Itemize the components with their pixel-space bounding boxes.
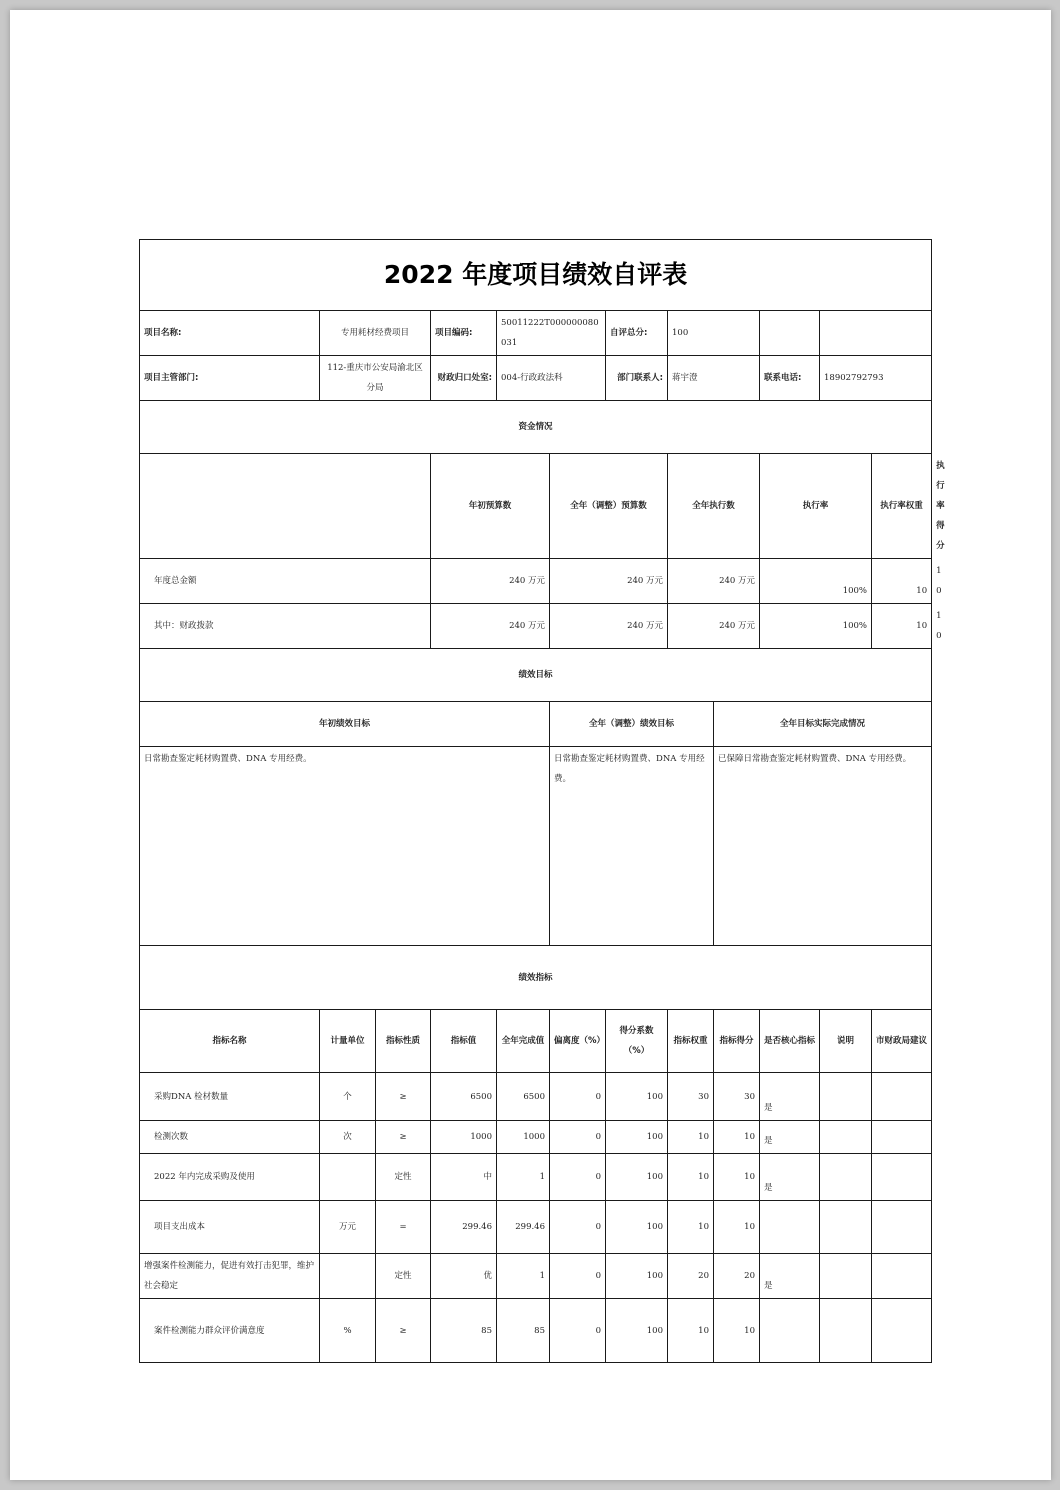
- funds-header-rate-weight: 执行率权重: [872, 454, 932, 559]
- ind-unit: [320, 1154, 376, 1201]
- ind-core: [760, 1299, 820, 1363]
- ind-core: [760, 1201, 820, 1254]
- ind-advice: [872, 1121, 932, 1154]
- empty-cell: [820, 311, 932, 356]
- ind-header-unit: 计量单位: [320, 1010, 376, 1073]
- table-row: 其中：财政拨款 240 万元 240 万元 240 万元 100% 10 10: [140, 604, 932, 649]
- ind-deviation: 0: [550, 1254, 606, 1299]
- funds-rate-weight: 10: [872, 559, 932, 604]
- ind-value: 299.46: [431, 1201, 497, 1254]
- ind-score: 10: [714, 1121, 760, 1154]
- ind-header-weight: 指标权重: [668, 1010, 714, 1073]
- ind-note: [820, 1154, 872, 1201]
- ind-name: 增强案件检测能力，促进有效打击犯罪，维护社会稳定: [140, 1254, 320, 1299]
- ind-value: 6500: [431, 1073, 497, 1121]
- ind-score: 20: [714, 1254, 760, 1299]
- ind-advice: [872, 1299, 932, 1363]
- ind-name: 2022 年内完成采购及使用: [140, 1154, 320, 1201]
- ind-advice: [872, 1154, 932, 1201]
- ind-core: 是: [760, 1073, 820, 1121]
- goals-header-initial: 年初绩效目标: [140, 702, 550, 747]
- dept-label: 项目主管部门:: [140, 356, 320, 401]
- ind-header-coef: 得分系数（%）: [606, 1010, 668, 1073]
- table-row: [140, 1073, 932, 1121]
- goals-header-actual: 全年目标实际完成情况: [714, 702, 932, 747]
- empty-cell: [760, 311, 820, 356]
- ind-value: 85: [431, 1299, 497, 1363]
- ind-note: [820, 1121, 872, 1154]
- ind-advice: [872, 1201, 932, 1254]
- ind-score: 10: [714, 1299, 760, 1363]
- finance-office-label: 财政归口处室:: [431, 356, 497, 401]
- ind-name: 检测次数: [140, 1121, 320, 1154]
- ind-header-name: 指标名称: [140, 1010, 320, 1073]
- ind-actual: 1: [497, 1254, 550, 1299]
- project-name-label: 项目名称:: [140, 311, 320, 356]
- contact-value: 蒋宇澄: [668, 356, 760, 401]
- funds-header-initial: 年初预算数: [431, 454, 550, 559]
- ind-actual: 6500: [497, 1073, 550, 1121]
- ind-unit: 个: [320, 1073, 376, 1121]
- table-row: [140, 1154, 932, 1201]
- ind-weight: 10: [668, 1154, 714, 1201]
- project-name-value: 专用耗材经费项目: [320, 311, 431, 356]
- ind-nature: ≥: [376, 1121, 431, 1154]
- table-row: [140, 1121, 932, 1154]
- ind-header-note: 说明: [820, 1010, 872, 1073]
- funds-header-adjusted: 全年（调整）预算数: [550, 454, 668, 559]
- ind-nature: ≥: [376, 1299, 431, 1363]
- ind-score: 10: [714, 1154, 760, 1201]
- ind-advice: [872, 1073, 932, 1121]
- ind-unit: [320, 1254, 376, 1299]
- funds-header-rate: 执行率: [760, 454, 872, 559]
- funds-row-label: 其中：财政拨款: [140, 604, 431, 649]
- ind-coef: 100: [606, 1254, 668, 1299]
- finance-office-value: 004-行政政法科: [497, 356, 606, 401]
- ind-header-deviation: 偏离度（%）: [550, 1010, 606, 1073]
- funds-initial: 240 万元: [431, 559, 550, 604]
- goals-section-header: 绩效目标: [140, 649, 932, 702]
- funds-adjusted: 240 万元: [550, 559, 668, 604]
- ind-core: 是: [760, 1254, 820, 1299]
- ind-deviation: 0: [550, 1154, 606, 1201]
- funds-section-header: 资金情况: [140, 401, 932, 454]
- ind-actual: 1000: [497, 1121, 550, 1154]
- ind-coef: 100: [606, 1121, 668, 1154]
- ind-weight: 10: [668, 1299, 714, 1363]
- ind-coef: 100: [606, 1154, 668, 1201]
- contact-label: 部门联系人:: [606, 356, 668, 401]
- ind-actual: 299.46: [497, 1201, 550, 1254]
- total-score-label: 自评总分:: [606, 311, 668, 356]
- dept-value: 112-重庆市公安局渝北区分局: [320, 356, 431, 401]
- ind-note: [820, 1201, 872, 1254]
- ind-coef: 100: [606, 1201, 668, 1254]
- funds-initial: 240 万元: [431, 604, 550, 649]
- ind-coef: 100: [606, 1073, 668, 1121]
- funds-row-label: 年度总金额: [140, 559, 431, 604]
- ind-weight: 20: [668, 1254, 714, 1299]
- table-row: [140, 1254, 932, 1299]
- total-score-value: 100: [668, 311, 760, 356]
- ind-name: 采购DNA 检材数量: [140, 1073, 320, 1121]
- page-title: 2022 年度项目绩效自评表: [140, 240, 932, 311]
- ind-core: 是: [760, 1154, 820, 1201]
- ind-unit: %: [320, 1299, 376, 1363]
- table-row: [140, 1201, 932, 1254]
- ind-nature: =: [376, 1201, 431, 1254]
- project-code-label: 项目编码:: [431, 311, 497, 356]
- funds-adjusted: 240 万元: [550, 604, 668, 649]
- ind-nature: 定性: [376, 1254, 431, 1299]
- goals-header-adjusted: 全年（调整）绩效目标: [550, 702, 714, 747]
- ind-nature: ≥: [376, 1073, 431, 1121]
- ind-header-score: 指标得分: [714, 1010, 760, 1073]
- ind-weight: 30: [668, 1073, 714, 1121]
- project-code-value: 50011222T000000080031: [497, 311, 606, 356]
- ind-name: 项目支出成本: [140, 1201, 320, 1254]
- table-row: 年度总金额 240 万元 240 万元 240 万元 100% 10 10: [140, 559, 932, 604]
- funds-header-executed: 全年执行数: [668, 454, 760, 559]
- ind-header-core: 是否核心指标: [760, 1010, 820, 1073]
- ind-unit: 次: [320, 1121, 376, 1154]
- ind-score: 30: [714, 1073, 760, 1121]
- funds-executed: 240 万元: [668, 604, 760, 649]
- ind-header-value: 指标值: [431, 1010, 497, 1073]
- ind-header-advice: 市财政局建议: [872, 1010, 932, 1073]
- goal-actual-text: 已保障日常勘查鉴定耗材购置费、DNA 专用经费。: [714, 747, 932, 946]
- ind-value: 1000: [431, 1121, 497, 1154]
- ind-deviation: 0: [550, 1073, 606, 1121]
- phone-label: 联系电话:: [760, 356, 820, 401]
- table-row: [140, 1299, 932, 1363]
- ind-core: 是: [760, 1121, 820, 1154]
- ind-deviation: 0: [550, 1121, 606, 1154]
- ind-unit: 万元: [320, 1201, 376, 1254]
- ind-value: 中: [431, 1154, 497, 1201]
- ind-actual: 1: [497, 1154, 550, 1201]
- indicators-section-header: 绩效指标: [140, 946, 932, 1010]
- ind-score: 10: [714, 1201, 760, 1254]
- ind-note: [820, 1254, 872, 1299]
- ind-header-actual: 全年完成值: [497, 1010, 550, 1073]
- funds-executed: 240 万元: [668, 559, 760, 604]
- performance-evaluation-table: 2022 年度项目绩效自评表 项目名称: 专用耗材经费项目 项目编码: 50011222T000000080031 自评总分: 100 项目主管部门: 112-重庆市公安局渝北区分局 财政归口处室: 004-行政政法科 部门联系人: 蒋宇澄 联系电话: 18902792793 资金情况 年初预算数 全年（调整）预算数 全年执行数 执行率 执行率权重 执行率得分 年度总金额 240 万元 240 万元 240 万元 100% 10 10 其中：财政拨款 240 万元 240 万元 240 万元 100% 10 10 绩效目标 年初绩效目标 全年（调整）绩效目标 全年目标实际完成情况 日常勘查鉴定耗材购置费、DNA 专用经费。 日常勘查鉴定耗材购置费、DNA 专用经费。 已保障日常勘查鉴定耗材购置费、DNA 专用经费。 绩效指标 指标名称 计量单位 指标性质 指标值 全年完成值 偏离度（%） 得分系数（%） 指标权重 指标得分 是否核心指标 说明 市财政局建议 采购DNA 检材数量 个 ≥ 6500 6500 0 100 30 30 是 检测次数 次 ≥ 1000 1000 0 100 10 10 是 2022 年内完成采购及使用 定性 中 1 0 100 10 10 是 项目支出成本 万元 = 299.46 299.46 0 100 10 10 增强案件检测能力，促进有效打击犯罪，维护社会稳定 定性 优 1 0 100 20 20 是 案件检测能力群众评价满意度 % ≥ 85 85 0 100 10 10: [139, 239, 932, 1363]
- funds-rate: 100%: [760, 604, 872, 649]
- ind-actual: 85: [497, 1299, 550, 1363]
- ind-value: 优: [431, 1254, 497, 1299]
- ind-weight: 10: [668, 1201, 714, 1254]
- phone-value: 18902792793: [820, 356, 932, 401]
- ind-coef: 100: [606, 1299, 668, 1363]
- ind-deviation: 0: [550, 1299, 606, 1363]
- ind-weight: 10: [668, 1121, 714, 1154]
- ind-nature: 定性: [376, 1154, 431, 1201]
- ind-note: [820, 1299, 872, 1363]
- goal-initial-text: 日常勘查鉴定耗材购置费、DNA 专用经费。: [140, 747, 550, 946]
- funds-rate-weight: 10: [872, 604, 932, 649]
- ind-advice: [872, 1254, 932, 1299]
- ind-header-nature: 指标性质: [376, 1010, 431, 1073]
- ind-deviation: 0: [550, 1201, 606, 1254]
- goal-adjusted-text: 日常勘查鉴定耗材购置费、DNA 专用经费。: [550, 747, 714, 946]
- empty-cell: [140, 454, 431, 559]
- ind-name: 案件检测能力群众评价满意度: [140, 1299, 320, 1363]
- funds-rate: 100%: [760, 559, 872, 604]
- document-page: [10, 10, 1051, 1480]
- ind-note: [820, 1073, 872, 1121]
